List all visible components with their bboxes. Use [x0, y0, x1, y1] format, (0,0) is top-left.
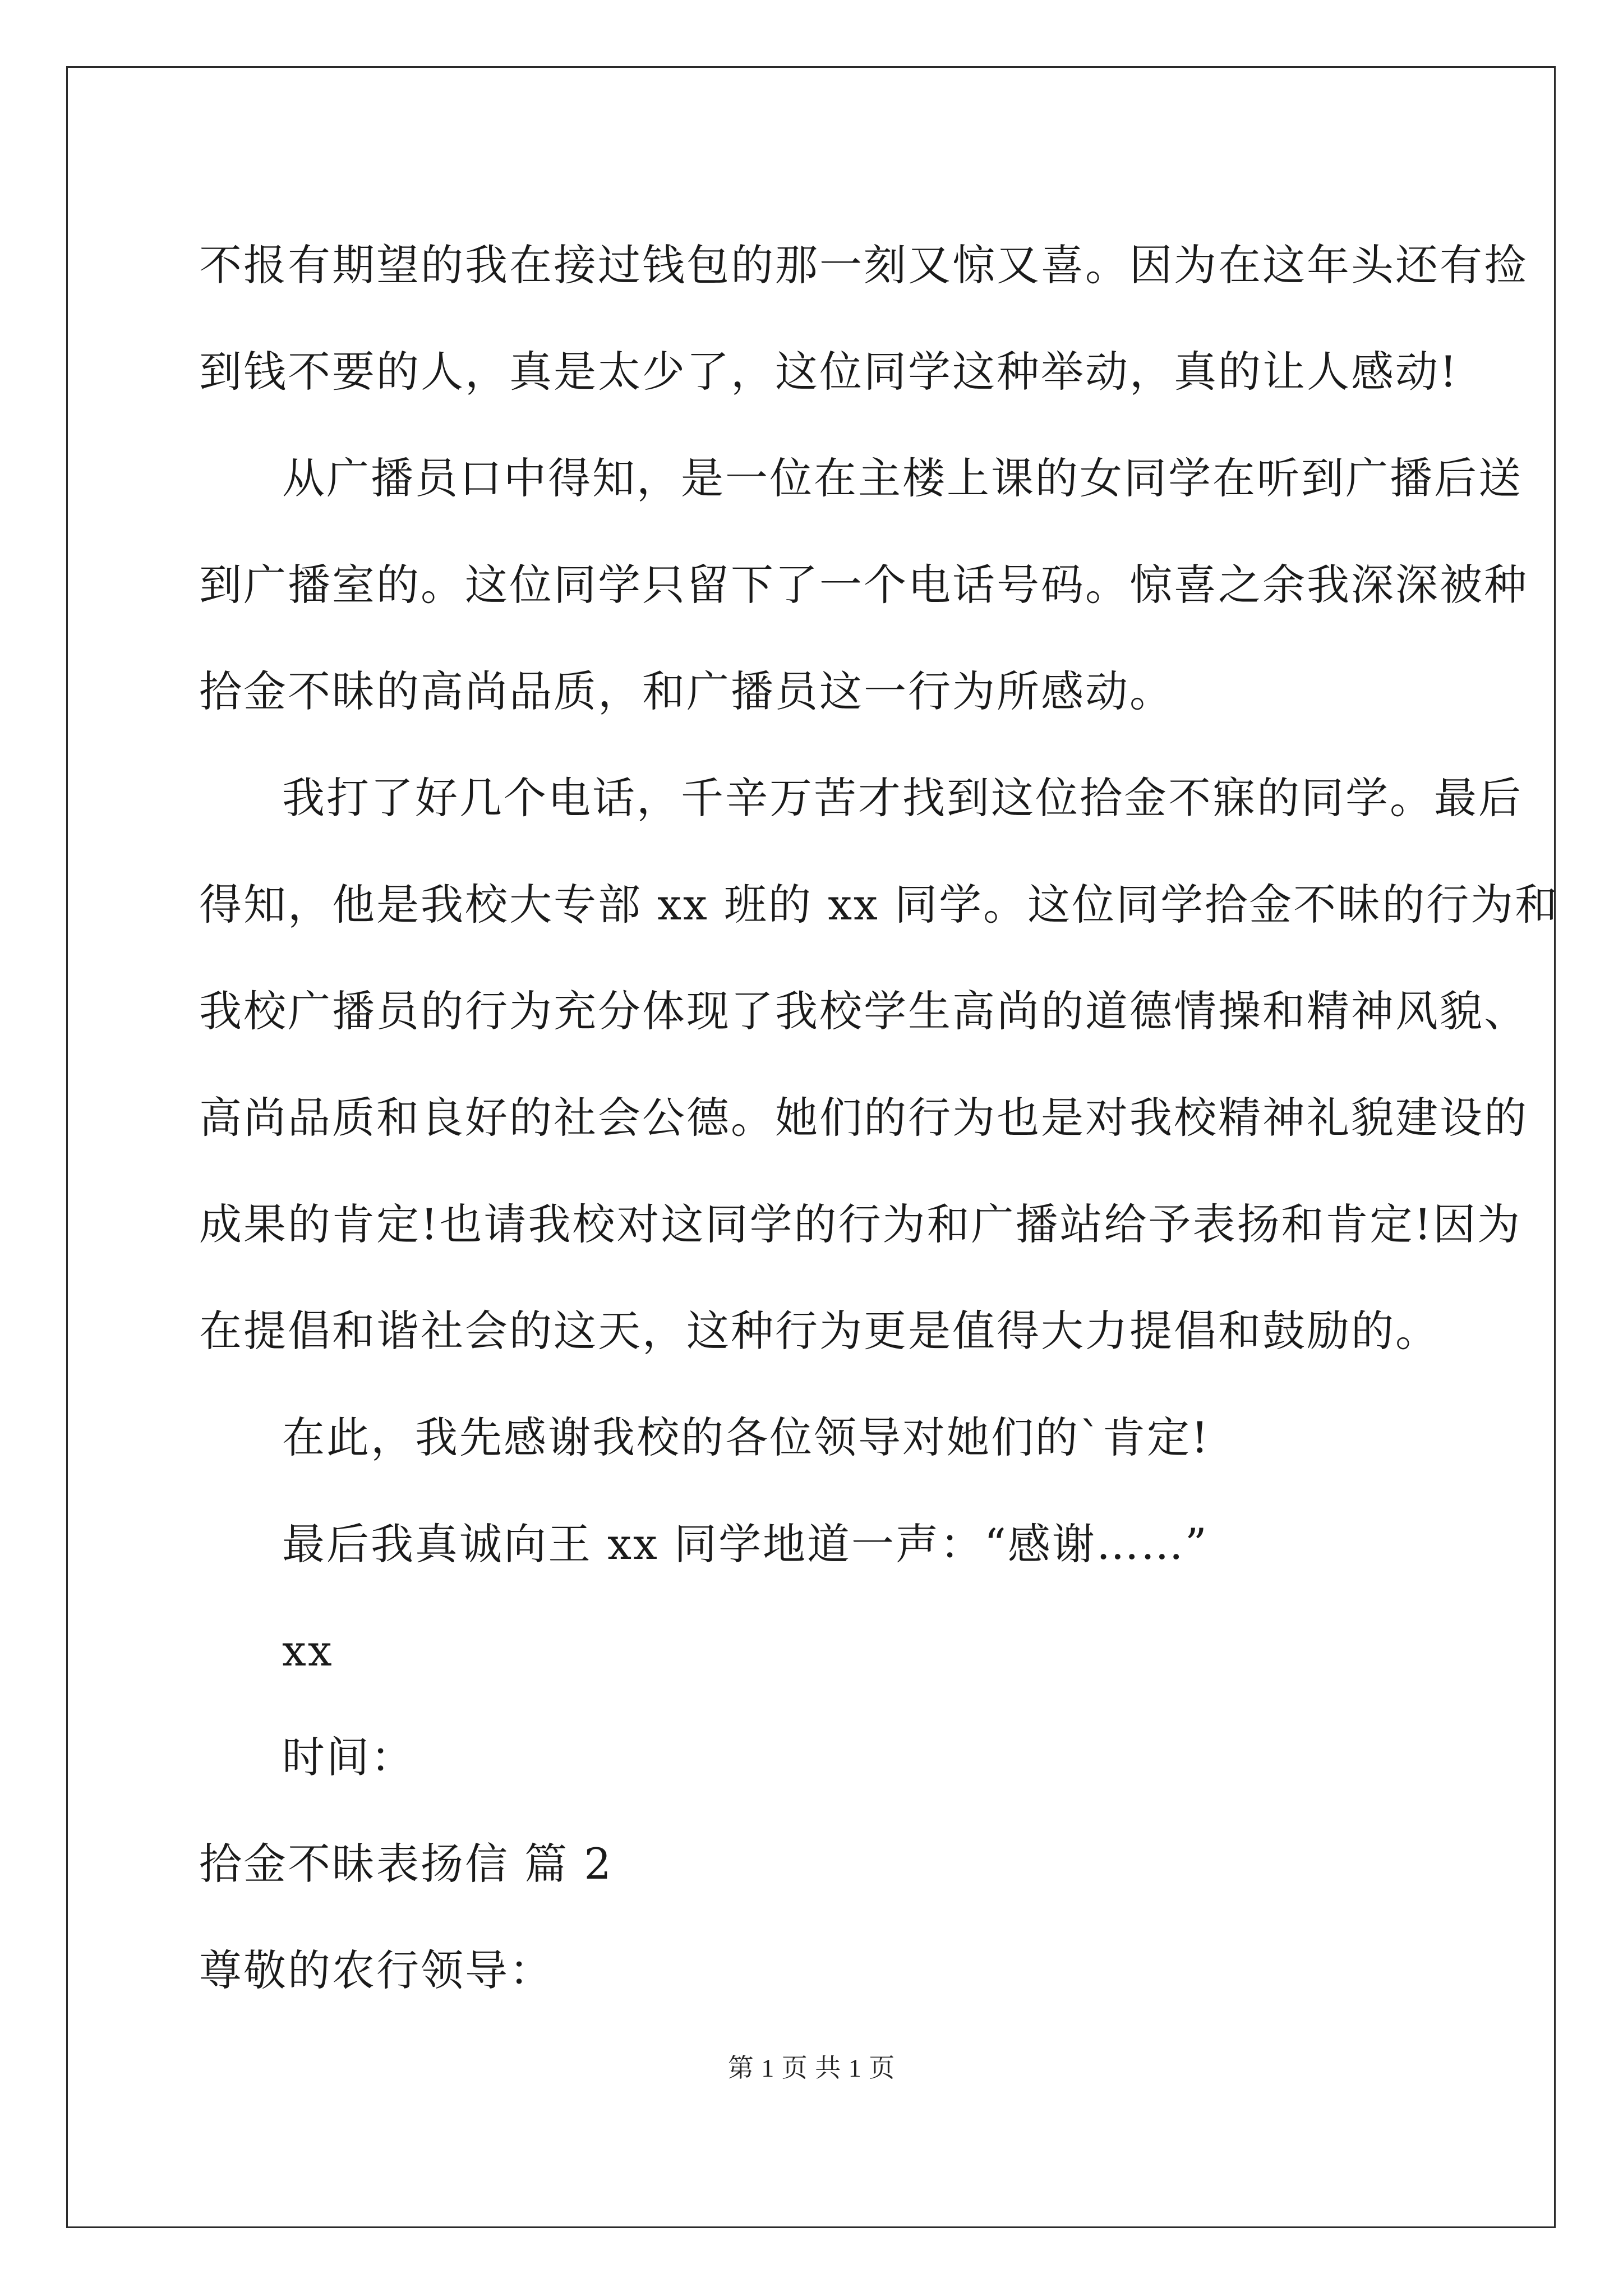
- paragraph-2-line-1: 从广播员口中得知，是一位在主楼上课的女同学在听到广播后送: [282, 453, 1523, 503]
- paragraph-5: 最后我真诚向王 xx 同学地道一声：“感谢……”: [282, 1519, 1209, 1569]
- page-footer: 第 1 页 共 1 页: [727, 2054, 896, 2082]
- paragraph-3-line-5: 成果的肯定!也请我校对这同学的行为和广播站给予表扬和肯定!因为: [199, 1199, 1522, 1249]
- paragraph-3-line-3: 我校广播员的行为充分体现了我校学生高尚的道德情操和精神风貌、: [199, 986, 1528, 1036]
- paragraph-2-line-3: 拾金不昧的高尚品质，和广播员这一行为所感动。: [199, 666, 1174, 716]
- salutation: 尊敬的农行领导：: [199, 1945, 554, 1995]
- paragraph-2-line-2: 到广播室的。这位同学只留下了一个电话号码。惊喜之余我深深被种: [199, 560, 1528, 610]
- paragraph-3-line-1: 我打了好几个电话，千辛万苦才找到这位拾金不寐的同学。最后: [282, 773, 1523, 823]
- section-heading: 拾金不昧表扬信 篇 2: [199, 1839, 613, 1889]
- document-body: [199, 212, 1560, 2024]
- paragraph-1-line-1: 不报有期望的我在接过钱包的那一刻又惊又喜。因为在这年头还有捡: [199, 240, 1528, 290]
- paragraph-1-line-2: 到钱不要的人，真是太少了，这位同学这种举动，真的让人感动!: [199, 347, 1459, 397]
- paragraph-3-line-4: 高尚品质和良好的社会公德。她们的行为也是对我校精神礼貌建设的: [199, 1093, 1528, 1143]
- paragraph-3-line-2: 得知，他是我校大专部 xx 班的 xx 同学。这位同学拾金不昧的行为和: [199, 880, 1560, 930]
- paragraph-4: 在此，我先感谢我校的各位领导对她们的`肯定!: [282, 1412, 1210, 1462]
- date-label: 时间：: [282, 1732, 415, 1782]
- paragraph-3-line-6: 在提倡和谐社会的这天，这种行为更是值得大力提倡和鼓励的。: [199, 1306, 1440, 1356]
- signature: xx: [282, 1626, 334, 1676]
